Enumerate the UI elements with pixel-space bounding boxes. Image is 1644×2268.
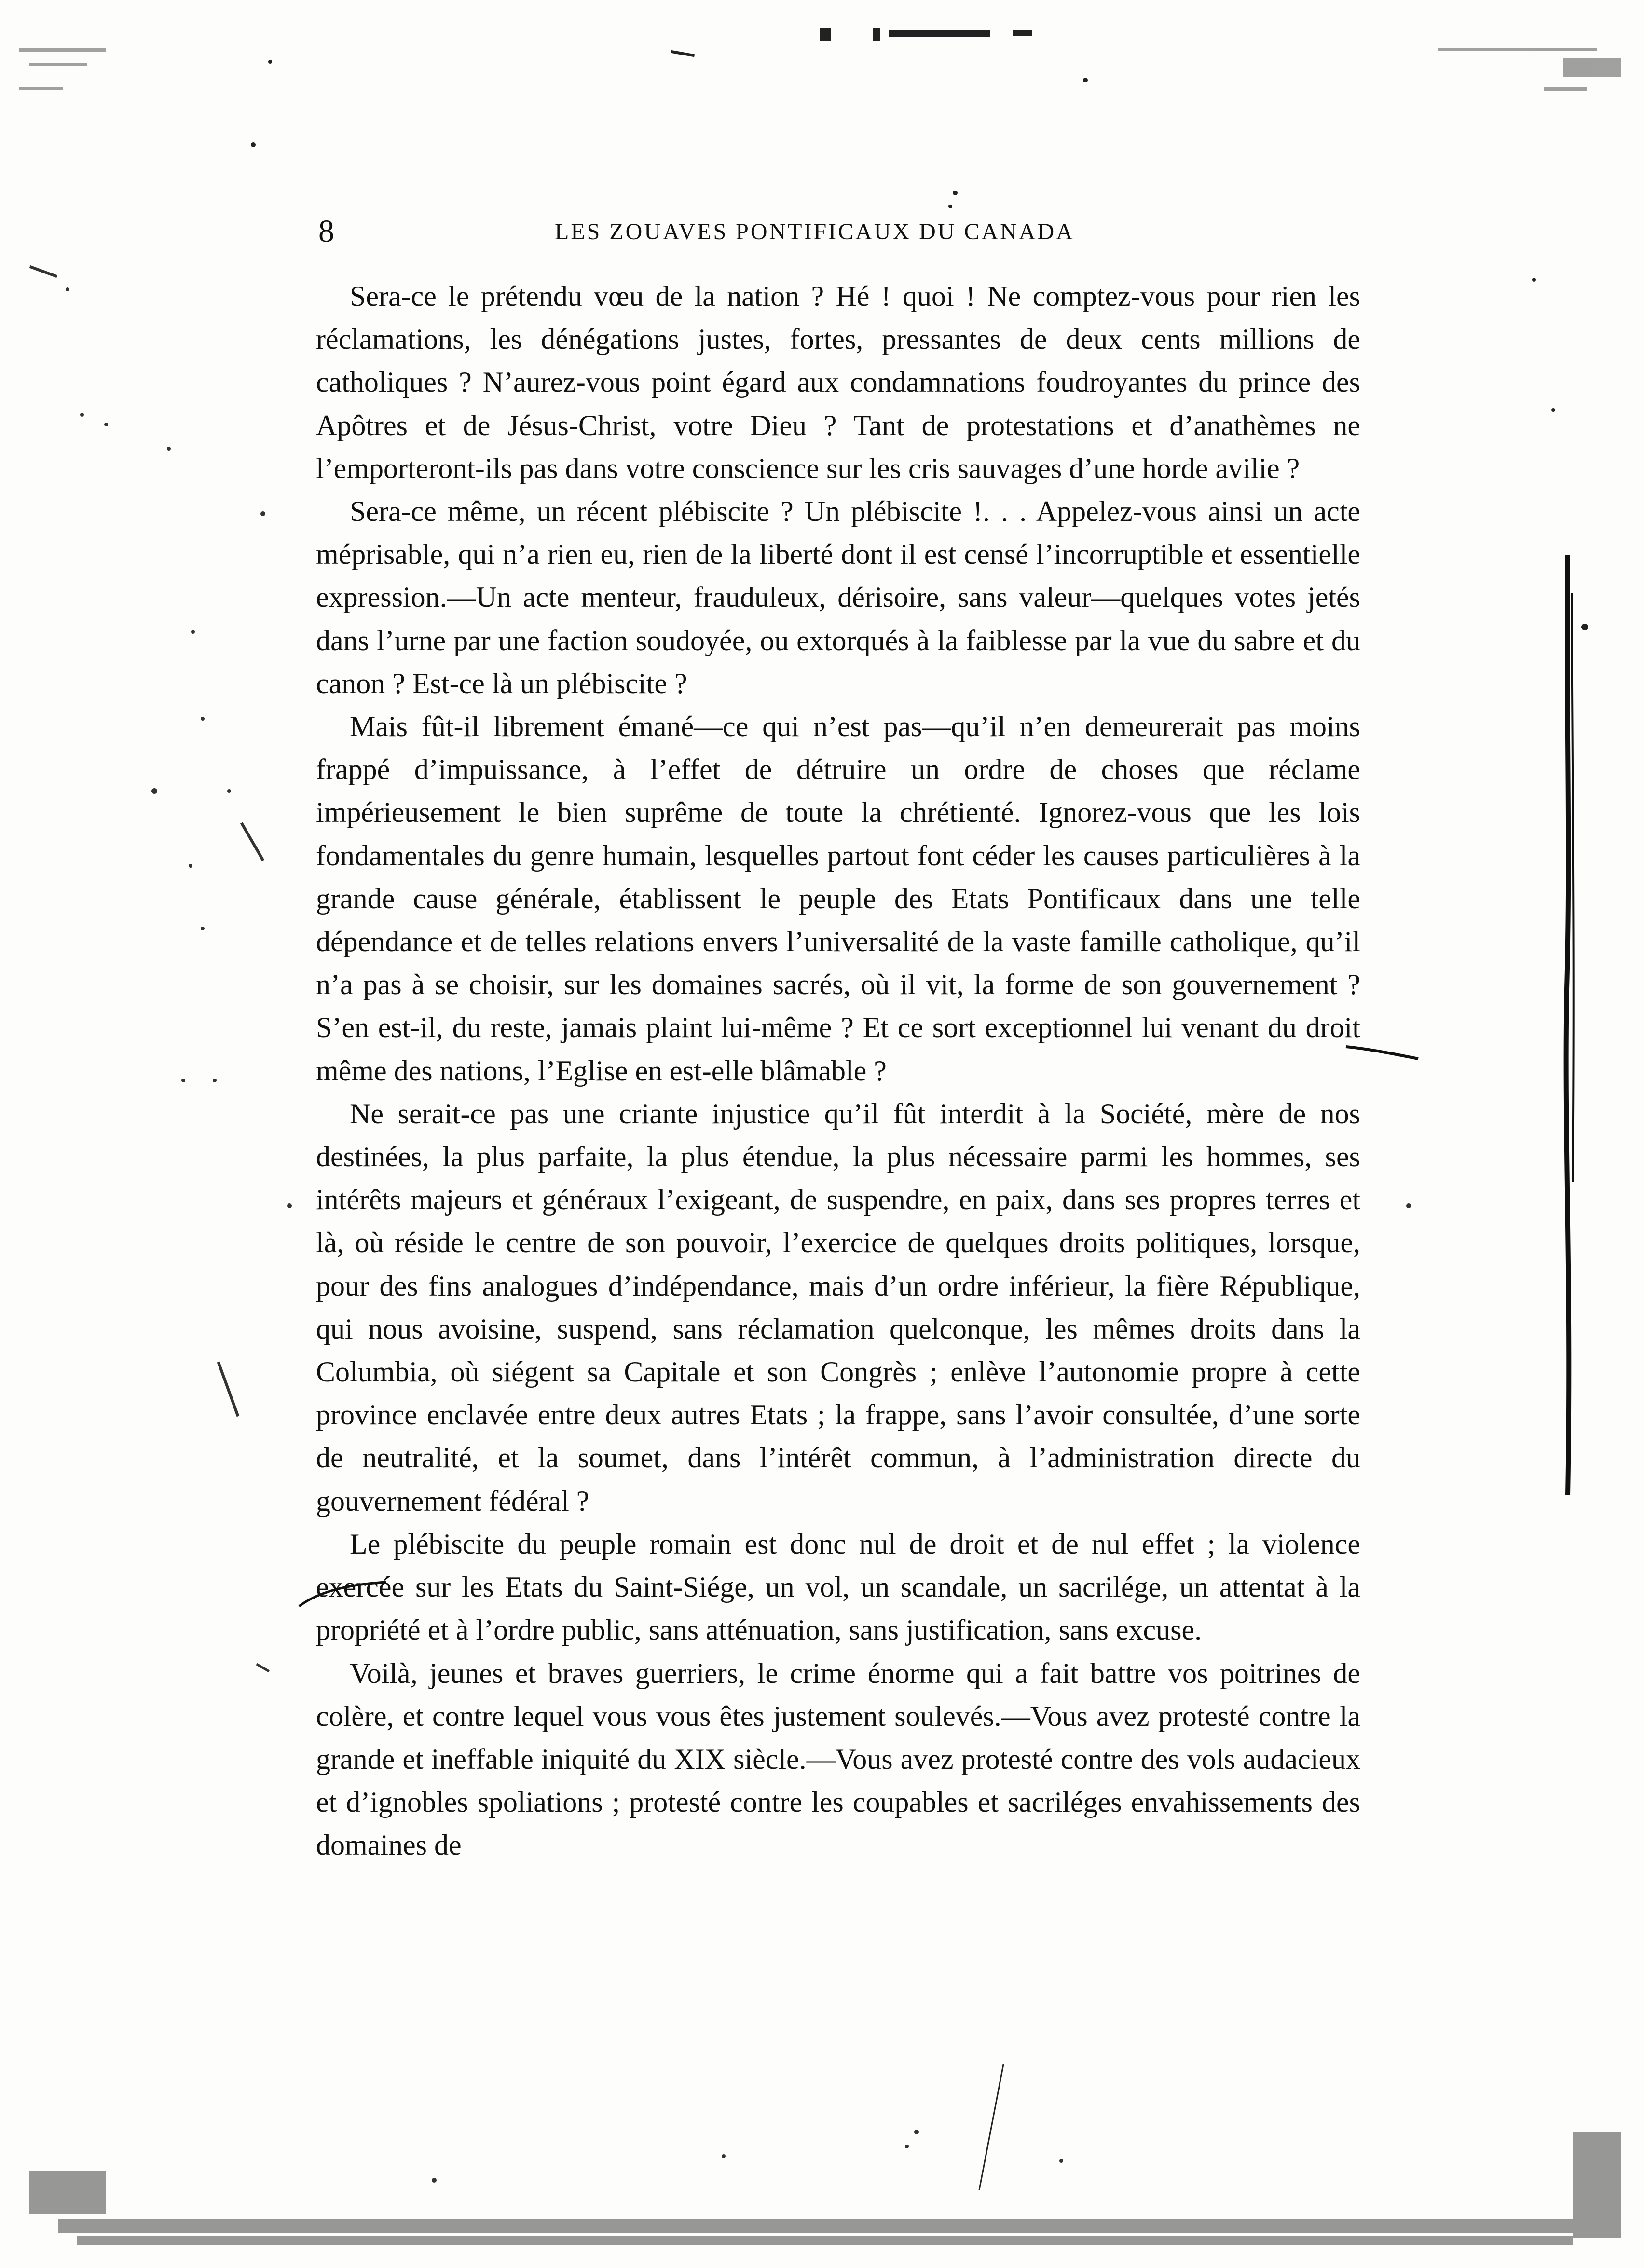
paragraph: Voilà, jeunes et braves guerriers, le crime énorme qui a fait battre vos poitrines de colère, et contre lequel vous vous êtes justement soulevés.—Vous avez protesté contre la grande et ineffable iniquité du XIX siècle.—Vous avez protesté contre des vols audacieux et d’ignobles spoliations ; protesté contre les coupables et sacriléges envahissements des domaines de: [316, 1657, 1360, 1861]
body-text: [316, 275, 1360, 1867]
paragraph: Le plébiscite du peuple romain est donc nul de droit et de nul effet ; la violence exercée sur les Etats du Saint-Siége, un vol, un scandale, un sacrilége, un attentat à la propriété et à l’ordre public, sans atténuation, sans justification, sans excuse.: [316, 1528, 1360, 1646]
page-header: [318, 212, 1356, 251]
running-title: LES ZOUAVES PONTIFICAUX DU CANADA: [555, 219, 1075, 245]
margin-pen-mark: [1558, 555, 1577, 1495]
paragraph: Ne serait-ce pas une criante injustice qu’il fût interdit à la Société, mère de nos destinées, la plus parfaite, la plus étendue, la plus nécessaire parmi les hommes, ses intérêts majeurs et généraux l’exigeant, de suspendre, en paix, dans ses propres terres et là, où réside le centre de son pouvoir, l’exercice de quelques droits politiques, lorsque, pour des fins analogues d’indépendance, mais d’un ordre inférieur, la fière République, qui nous avoisine, suspend, sans réclamation quelconque, les mêmes droits dans la Columbia, où siégent sa Capitale et son Congrès ; enlève l’autonomie propre à cette province enclavée entre deux autres Etats ; la frappe, sans l’avoir consultée, d’une sorte de neutralité, et la soumet, dans l’intérêt commun, à l’administration directe du gouvernement fédéral ?: [316, 1097, 1360, 1517]
paragraph: Mais fût-il librement émané—ce qui n’est pas—qu’il n’en demeurerait pas moins frappé d’impuissance, à l’effet de détruire un ordre de choses que réclame impérieusement le bien suprême de toute la chrétienté. Ignorez-vous que les lois fondamentales du genre humain, lesquelles partout font céder les causes particulières à la grande cause générale, établissent le peuple des Etats Pontificaux dans une telle dépendance et de telles relations envers l’universalité de la vaste famille catholique, qu’il n’a pas à se choisir, sur les domaines sacrés, où il vit, la forme de son gouvernement ? S’en est-il, du reste, jamais plaint lui-même ? Et ce sort exceptionnel lui venant du droit même des nations, l’Eglise en est-elle blâmable ?: [316, 710, 1360, 1087]
page-number: 8: [318, 214, 334, 249]
paragraph: Sera-ce même, un récent plébiscite ? Un plébiscite !. . . Appelez-vous ainsi un acte méprisable, qui n’a rien eu, rien de la liberté dont il est censé l’incorruptible et essentielle expression.—Un acte menteur, frauduleux, dérisoire, sans valeur—quelques votes jetés dans l’urne par une faction soudoyée, ou extorqués à la faiblesse par la vue du sabre et du canon ? Est-ce là un plébiscite ?: [316, 495, 1360, 699]
paragraph: Sera-ce le prétendu vœu de la nation ? Hé ! quoi ! Ne comptez-vous pour rien les réclamations, les dénégations justes, fortes, pressantes de deux cents millions de catholiques ? N’aurez-vous point égard aux condamnations foudroyantes du prince des Apôtres et de Jésus-Christ, votre Dieu ? Tant de protestations et d’anathèmes ne l’emporteront-ils pas dans votre conscience sur les cris sauvages d’une horde avilie ?: [316, 280, 1360, 484]
